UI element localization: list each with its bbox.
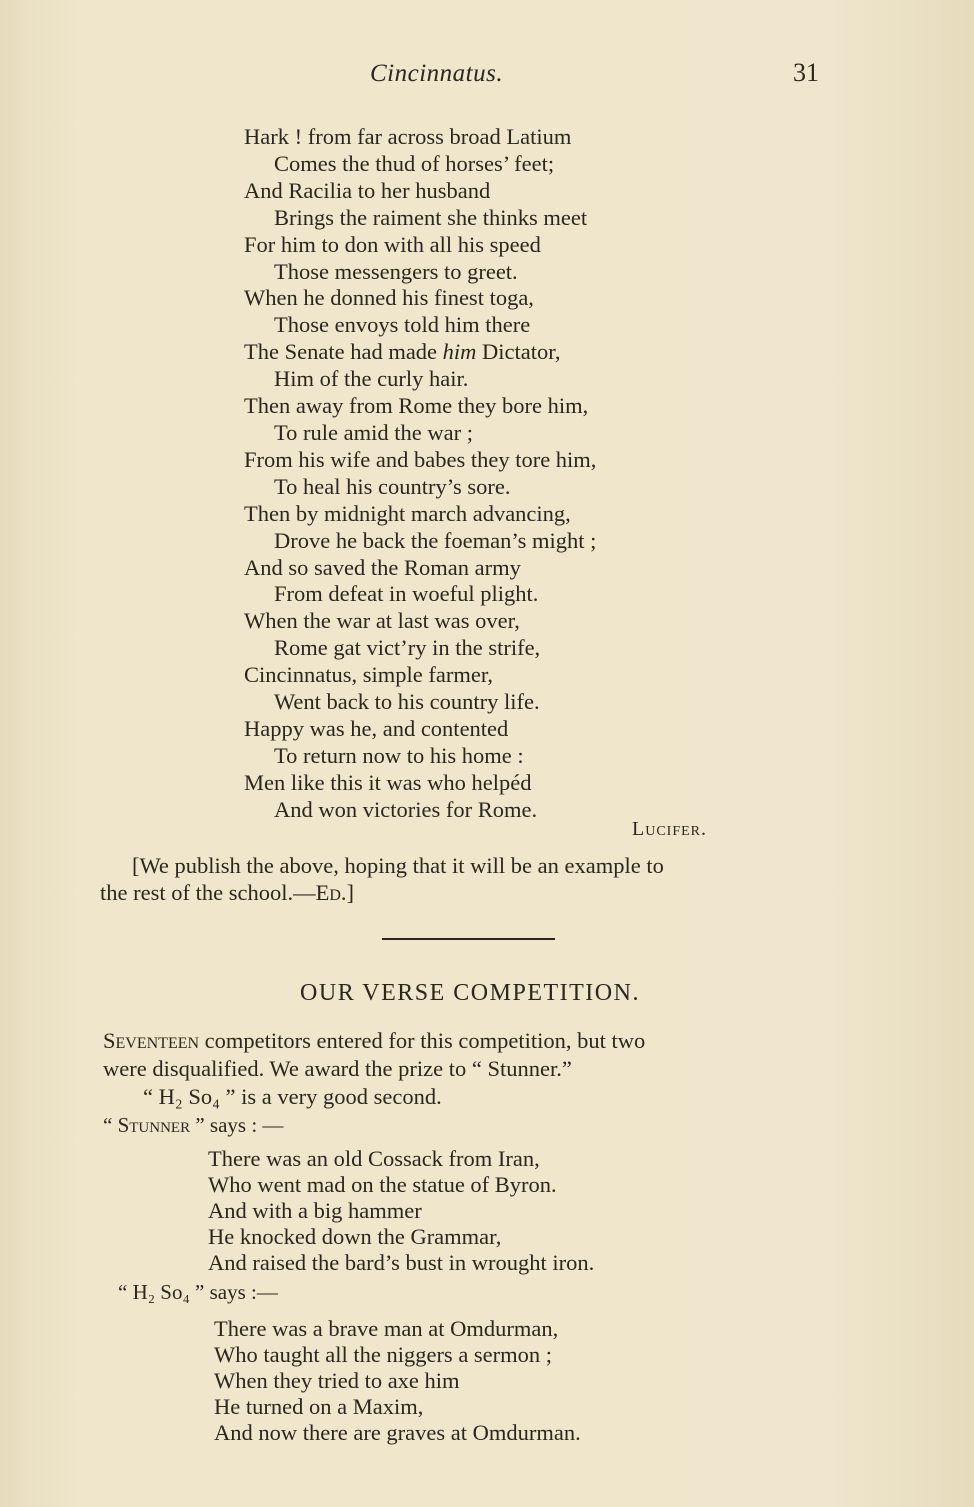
poem-line: Those envoys told him there bbox=[274, 312, 531, 338]
poem-line: The Senate had made him Dictator, bbox=[244, 339, 561, 365]
poem-line: And won victories for Rome. bbox=[274, 796, 538, 822]
poem-line: Happy was he, and contented bbox=[244, 715, 509, 741]
limerick-line: He knocked down the Grammar, bbox=[208, 1224, 502, 1249]
page-number: 31 bbox=[793, 58, 819, 87]
poem-cincinnatus bbox=[244, 124, 596, 824]
editor-note bbox=[100, 852, 845, 906]
poem-line: Him of the curly hair. bbox=[274, 366, 469, 392]
editor-note-line-2-text: the rest of the school.— bbox=[100, 880, 316, 905]
poem-line: And Racilia to her husband bbox=[244, 177, 491, 203]
poem-line: Those messengers to greet. bbox=[274, 258, 518, 284]
editor-note-line-2 bbox=[100, 879, 845, 906]
entry-1-says-prefix: “ bbox=[103, 1113, 118, 1137]
poem-line: When he donned his finest toga, bbox=[244, 285, 534, 311]
limerick-line: Who went mad on the statue of Byron. bbox=[208, 1172, 557, 1197]
intro-first-word: Seventeen bbox=[103, 1028, 200, 1053]
entry-2-says bbox=[118, 1280, 278, 1305]
entry-2-says-prefix: “ H₂ So₄ ” says :— bbox=[118, 1280, 278, 1304]
editor-note-line-1: [We publish the above, hoping that it will be an example to bbox=[132, 853, 664, 878]
competition-intro bbox=[103, 1027, 843, 1111]
poem-line: Drove he back the foeman’s might ; bbox=[274, 527, 597, 553]
limerick-stunner bbox=[208, 1146, 594, 1276]
poem-line: Comes the thud of horses’ feet; bbox=[274, 150, 555, 176]
poem-line: For him to don with all his speed bbox=[244, 231, 541, 257]
section-heading: OUR VERSE COMPETITION. bbox=[300, 980, 640, 1006]
poem-line: Cincinnatus, simple farmer, bbox=[244, 662, 494, 688]
poem-line: To rule amid the war ; bbox=[274, 419, 473, 445]
poem-line: And so saved the Roman army bbox=[244, 554, 521, 580]
limerick-line: He turned on a Maxim, bbox=[214, 1394, 424, 1419]
poem-line: To heal his country’s sore. bbox=[274, 473, 511, 499]
limerick-line: There was an old Cossack from Iran, bbox=[208, 1146, 540, 1171]
poem-line: Rome gat vict’ry in the strife, bbox=[274, 635, 541, 661]
limerick-line: And raised the bard’s bust in wrought iron. bbox=[208, 1250, 595, 1275]
poem-line: Men like this it was who helpéd bbox=[244, 769, 532, 795]
limerick-line: And now there are graves at Omdurman. bbox=[214, 1420, 581, 1445]
intro-line-2: were disqualified. We award the prize to “ Stunner.” bbox=[103, 1056, 572, 1081]
limerick-line: And with a big hammer bbox=[208, 1198, 422, 1223]
editor-note-bracket: ] bbox=[346, 880, 355, 905]
poem-line: Then by midnight march advancing, bbox=[244, 500, 571, 526]
entry-1-says-suffix: ” says : — bbox=[190, 1113, 284, 1137]
intro-line-1 bbox=[103, 1027, 843, 1055]
entry-1-says bbox=[103, 1113, 283, 1138]
poem-line: Brings the raiment she thinks meet bbox=[274, 204, 588, 230]
poem-line: From defeat in woeful plight. bbox=[274, 581, 539, 607]
limerick-line: When they tried to axe him bbox=[214, 1368, 460, 1393]
poem-line: Hark ! from far across broad Latium bbox=[244, 124, 572, 149]
editor-note-ed: Ed. bbox=[315, 880, 347, 905]
poem-signature: Lucifer. bbox=[632, 818, 708, 840]
poem-line: Then away from Rome they bore him, bbox=[244, 393, 589, 419]
poem-line: To return now to his home : bbox=[274, 742, 524, 768]
limerick-line: Who taught all the niggers a sermon ; bbox=[214, 1342, 553, 1367]
running-header-title: Cincinnatus. bbox=[370, 60, 504, 87]
intro-line-1-rest: competitors entered for this competition, but two bbox=[199, 1028, 646, 1053]
poem-line: Went back to his country life. bbox=[274, 689, 540, 715]
poem-line: From his wife and babes they tore him, bbox=[244, 446, 597, 472]
entry-1-says-name: Stunner bbox=[117, 1113, 191, 1137]
intro-line-3: “ H₂ So₄ ” is a very good second. bbox=[143, 1084, 442, 1109]
limerick-h2so4 bbox=[214, 1316, 581, 1446]
poem-line: When the war at last was over, bbox=[244, 608, 520, 634]
limerick-line: There was a brave man at Omdurman, bbox=[214, 1316, 559, 1341]
section-divider bbox=[382, 938, 555, 940]
